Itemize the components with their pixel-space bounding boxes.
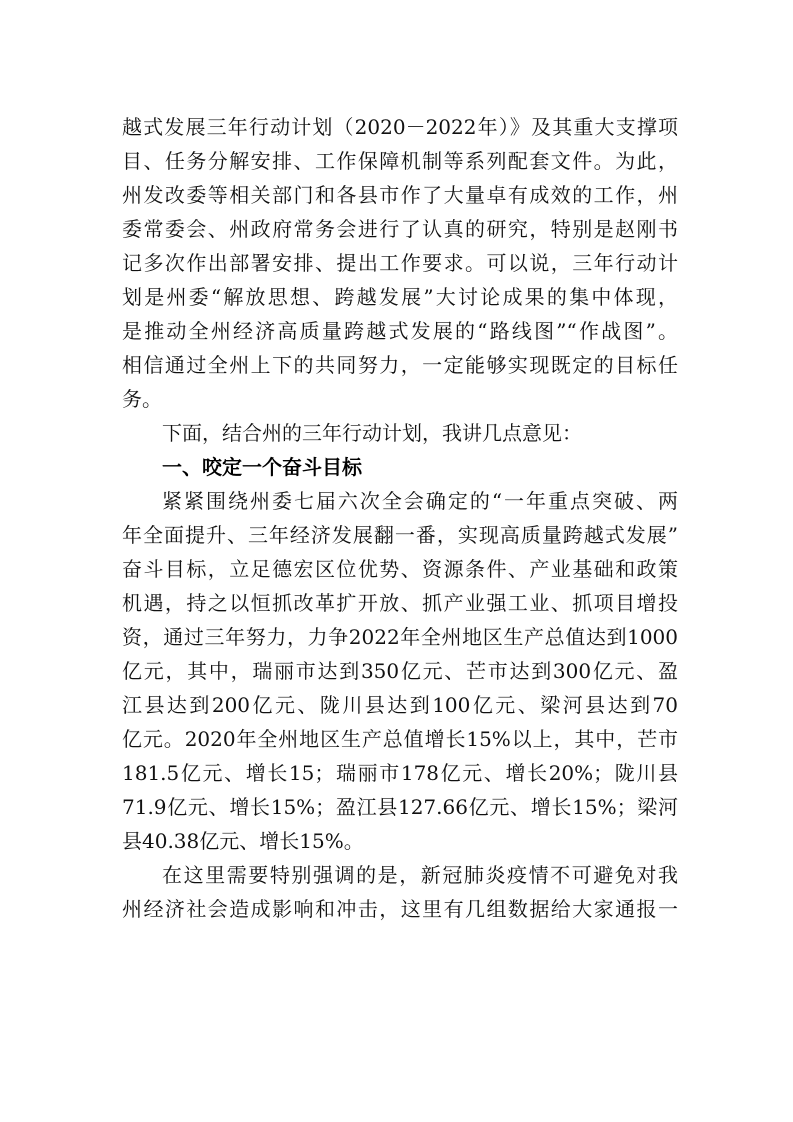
- text-line: 相信通过全州上下的共同努力，一定能够实现既定的目标任: [122, 353, 678, 377]
- text-line: 县40.38亿元、增长15%。: [122, 829, 364, 853]
- paragraph-intro: [122, 416, 678, 450]
- text-line: 机遇，持之以恒抓改革扩开放、抓产业强工业、抓项目增投: [122, 591, 678, 615]
- text-line: 181.5亿元、增长15；瑞丽市178亿元、增长20%；陇川县: [122, 761, 678, 785]
- text-line: 紧紧围绕州委七届六次全会确定的“一年重点突破、两: [162, 489, 678, 513]
- text-line: 奋斗目标，立足德宏区位优势、资源条件、产业基础和政策: [122, 557, 678, 581]
- text-line: 下面，结合州的三年行动计划，我讲几点意见：: [162, 421, 582, 445]
- text-line: 记多次作出部署安排、提出工作要求。可以说，三年行动计: [122, 251, 678, 275]
- paragraph-goals: [122, 484, 678, 858]
- text-line: 州经济社会造成影响和冲击，这里有几组数据给大家通报一: [122, 897, 678, 921]
- text-line: 委常委会、州政府常务会进行了认真的研究，特别是赵刚书: [122, 217, 678, 241]
- text-line: 江县达到200亿元、陇川县达到100亿元、梁河县达到70: [122, 693, 678, 717]
- text-line: 资，通过三年努力，力争2022年全州地区生产总值达到1000: [122, 625, 678, 649]
- paragraph-emphasis: [122, 858, 678, 926]
- text-line: 亿元，其中，瑞丽市达到350亿元、芒市达到300亿元、盈: [122, 659, 678, 683]
- text-line: 是推动全州经济高质量跨越式发展的“路线图”“作战图”。: [122, 319, 678, 343]
- text-line: 划是州委“解放思想、跨越发展”大讨论成果的集中体现，: [122, 285, 678, 309]
- text-line: 在这里需要特别强调的是，新冠肺炎疫情不可避免对我: [162, 863, 678, 887]
- section-heading: 一、咬定一个奋斗目标: [162, 455, 362, 479]
- document-body: [122, 110, 678, 926]
- text-line: 州发改委等相关部门和各县市作了大量卓有成效的工作，州: [122, 183, 678, 207]
- text-line: 目、任务分解安排、工作保障机制等系列配套文件。为此，: [122, 149, 678, 173]
- paragraph-continuation: [122, 110, 678, 416]
- text-line: 务。: [122, 387, 162, 411]
- text-line: 71.9亿元、增长15%；盈江县127.66亿元、增长15%；梁河: [122, 795, 678, 819]
- text-line: 年全面提升、三年经济发展翻一番，实现高质量跨越式发展”: [122, 523, 678, 547]
- text-line: 亿元。2020年全州地区生产总值增长15%以上，其中，芒市: [122, 727, 678, 751]
- text-line: 越式发展三年行动计划（2020－2022年）》及其重大支撑项: [122, 115, 678, 139]
